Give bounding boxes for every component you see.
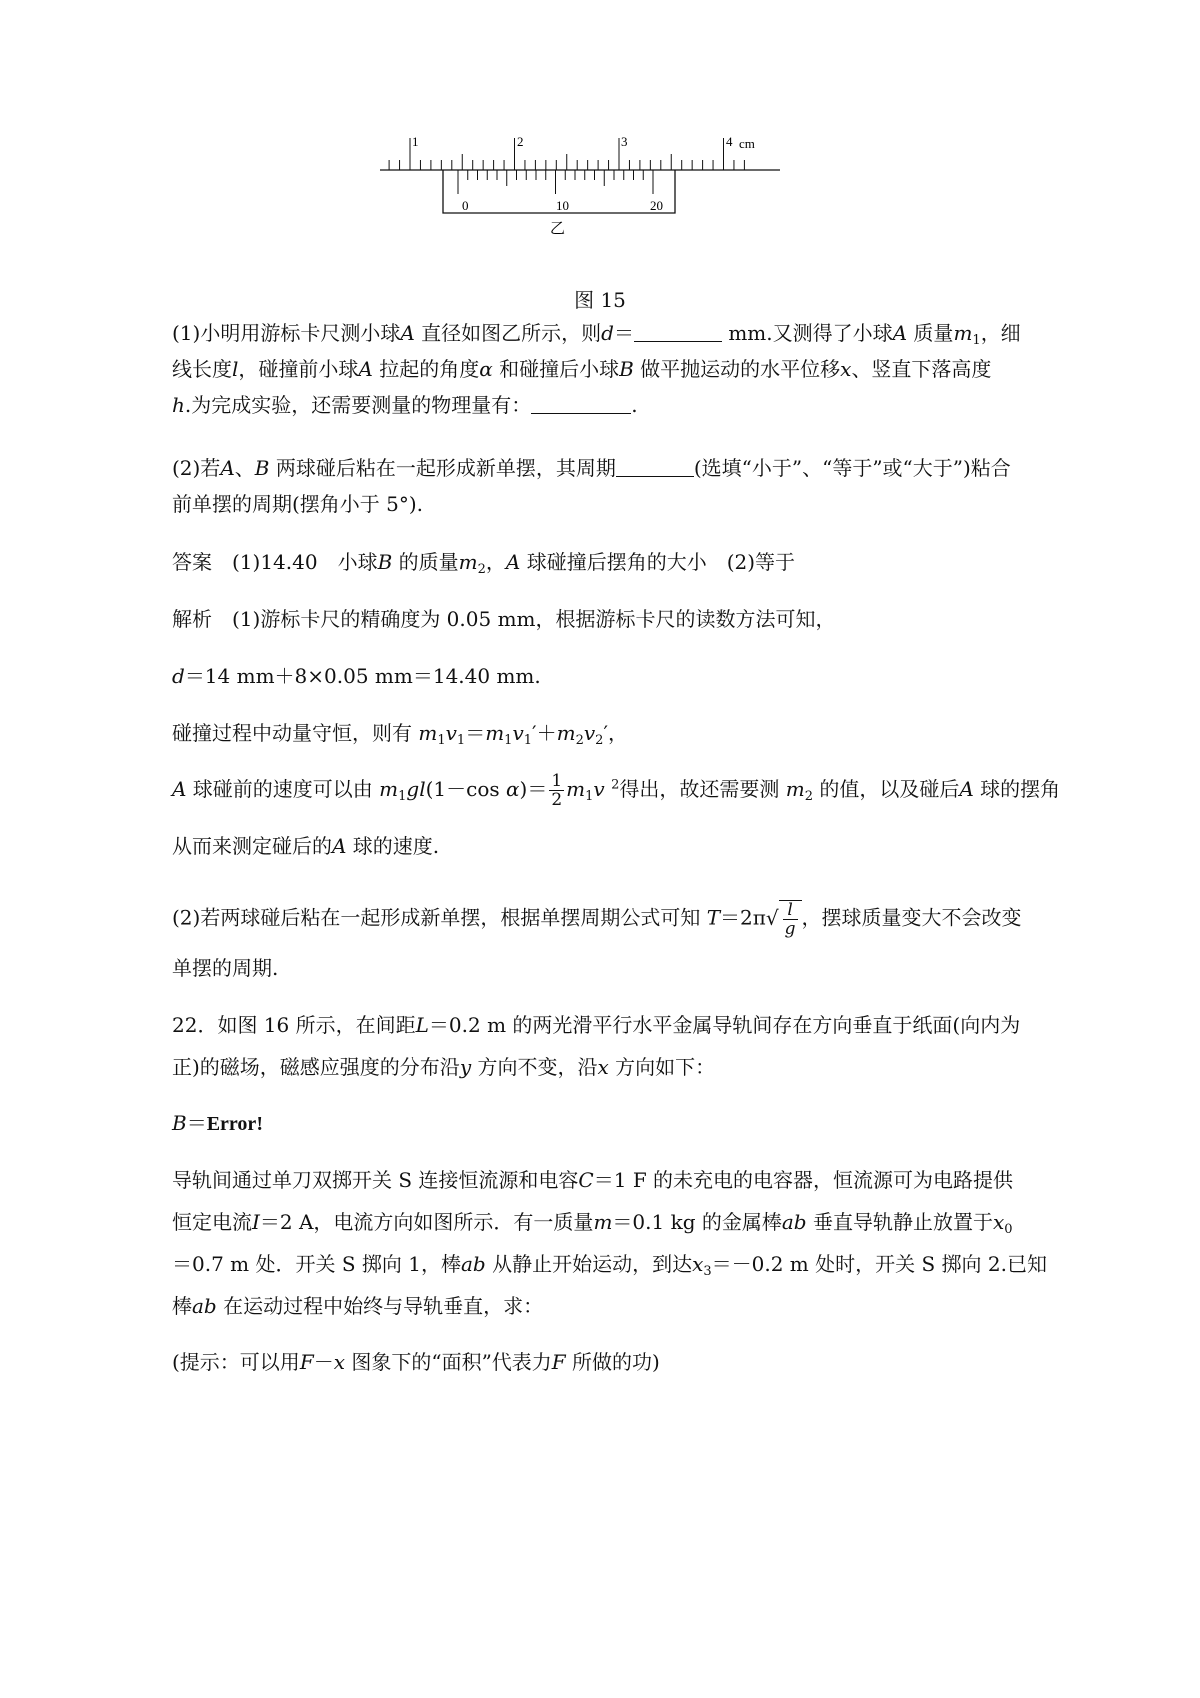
q22-line-4: 导轨间通过单刀双掷开关 S 连接恒流源和电容C＝1 F 的未充电的电容器，恒流源可为电路提供	[172, 1168, 1014, 1192]
q22-line-6: ＝0.7 m 处．开关 S 掷向 1，棒ab 从静止开始运动，到达$x_3=-0.2$ m 处时，开关 S 掷向 2.已知	[172, 1252, 1047, 1279]
answer-line: 答案 (1)14.40 小球B 的质量$m_2$，A 球碰撞后摆角的大小 (2)等于	[172, 550, 796, 577]
figure-caption: 图 15	[574, 288, 626, 312]
q22-line-2: 正)的磁场，磁感应强度的分布沿y 方向不变，沿x 方向如下：	[172, 1055, 716, 1079]
answer-label: 答案	[172, 550, 212, 574]
q2-line-1: (2)若A、B 两球碰后粘在一起形成新单摆，其周期 (选填“小于”、“等于”或“大于”)粘合	[172, 456, 1011, 480]
caliper-diagram	[380, 130, 840, 240]
q22-line-5: 恒定电流I＝2 A，电流方向如图所示．有一质量m＝0.1 kg 的金属棒ab 垂直导轨静止放置于$x_0$	[172, 1210, 1013, 1237]
analysis-line-6: (2)若两球碰后粘在一起形成新单摆，根据单摆周期公式可知 T＝2π√ $\frac{l}{g}$ ，摆球质量变大不会改变	[172, 900, 1022, 939]
analysis-line-4: A 球碰前的速度可以由 $m_1gl(1-\cos$ α)＝ $\frac{1}{2}$ $m_1v$ $^2$得出，故还需要测 $m_2$ 的值，以及碰后A 球的摆角	[172, 771, 1061, 810]
sqrt-expression: √ $\frac{l}{g}$	[766, 900, 802, 938]
analysis-line-5: 从而来测定碰后的A 球的速度.	[172, 834, 440, 858]
quantity-answer-blank[interactable]	[531, 395, 631, 414]
d-answer-blank[interactable]	[634, 323, 722, 342]
vernier-label-10: 10	[556, 198, 569, 213]
analysis-line-7: 单摆的周期.	[172, 956, 279, 980]
q1-line-1: (1)小明用游标卡尺测小球A 直径如图乙所示，则d＝ mm.又测得了小球A 质量$m_1$，细	[172, 321, 1021, 348]
half-fraction: $\frac{1}{2}$	[551, 771, 563, 810]
main-label-3: 3	[621, 134, 628, 149]
q2-line-2: 前单摆的周期(摆角小于 5°).	[172, 492, 424, 516]
vernier-label-20: 20	[650, 198, 663, 213]
q1-line-2: 线长度l，碰撞前小球A 拉起的角度α 和碰撞后小球B 做平抛运动的水平位移x、竖直下落高度	[172, 357, 992, 381]
q22-line-7: 棒ab 在运动过程中始终与导轨垂直，求：	[172, 1294, 544, 1318]
analysis-line-2: d＝14 mm＋8×0.05 mm＝14.40 mm.	[172, 664, 541, 688]
q22-line-3: B＝Error!	[172, 1111, 263, 1135]
q22-line-8: (提示：可以用F－x 图象下的“面积”代表力F 所做的功)	[172, 1350, 660, 1374]
q1-line-3: h.为完成实验，还需要测量的物理量有： .	[172, 393, 638, 417]
error-text: Error!	[206, 1113, 263, 1135]
q22-line-1: 22．如图 16 所示，在间距L＝0.2 m 的两光滑平行水平金属导轨间存在方向垂直于纸面(向内为	[172, 1013, 1021, 1037]
main-label-2: 2	[517, 134, 524, 149]
figure-sub-label: 乙	[550, 219, 566, 237]
analysis-label: 解析	[172, 607, 212, 631]
vernier-caliper-figure	[380, 130, 840, 260]
vernier-label-0: 0	[462, 198, 469, 213]
analysis-line-3: 碰撞过程中动量守恒，则有 $m_1v_1=m_1v_1'+m_2v_2'$，	[172, 721, 628, 748]
analysis-line-1: 解析 (1)游标卡尺的精确度为 0.05 mm，根据游标卡尺的读数方法可知，	[172, 607, 836, 631]
main-label-4: 4	[726, 134, 733, 149]
main-unit-label: cm	[739, 136, 755, 151]
period-answer-blank[interactable]	[616, 458, 694, 477]
main-label-1: 1	[412, 134, 419, 149]
